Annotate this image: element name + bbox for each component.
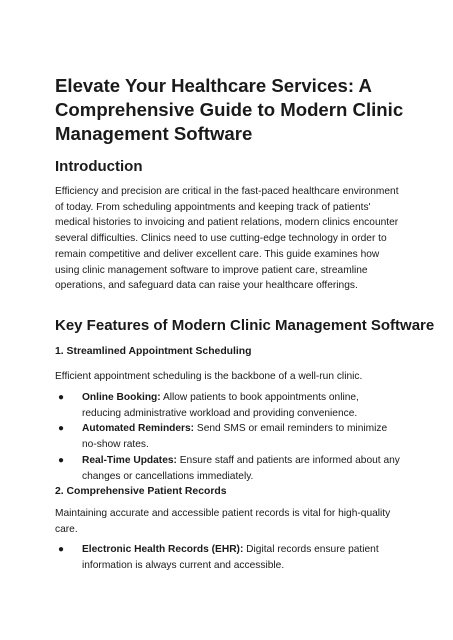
section-heading-scheduling: 1. Streamlined Appointment Scheduling: [55, 346, 252, 357]
list-item-label: Automated Reminders:: [82, 423, 195, 435]
list-item-label: Real-Time Updates:: [82, 454, 177, 466]
bullet-icon: ●: [58, 544, 65, 555]
list-item: [55, 453, 400, 484]
list-item: [55, 542, 400, 573]
section-heading-records: 2. Comprehensive Patient Records: [55, 486, 227, 497]
list-item: [55, 421, 400, 452]
list-item-label: Online Booking:: [82, 392, 161, 403]
list-item-text: Ensure staff and patients are informed about any changes or cancellations immediately.: [82, 454, 400, 482]
intro-heading: Introduction: [55, 158, 143, 175]
intro-paragraph: Efficiency and precision are critical in the fast-paced healthcare environment of today. From scheduling appointments and keeping track of patients' medical histories to invoicing and patient relations, modern clinics encounter several difficulties. Clinics need to use cutting-edge technology in order to remain competitive and deliver excellent care. This guide examines how using clinic management software to improve patient care, streamline operations, and safeguard data can raise your healthcare offerings.: [55, 186, 399, 292]
list-item-label: Electronic Health Records (EHR):: [82, 544, 244, 555]
bullet-icon: ●: [58, 423, 65, 435]
section-paragraph-scheduling: Efficient appointment scheduling is the backbone of a well-run clinic.: [55, 371, 363, 382]
document-title: Elevate Your Healthcare Services: A Comprehensive Guide to Modern Clinic Management Software: [55, 75, 404, 144]
scheduling-feature-list: [55, 390, 400, 484]
section-paragraph-records: Maintaining accurate and accessible patient records is vital for high-quality care.: [55, 508, 391, 535]
list-item-text: Send SMS or email reminders to minimize no-show rates.: [82, 423, 388, 451]
features-heading: Key Features of Modern Clinic Management Software: [55, 317, 435, 334]
list-item: [55, 390, 400, 421]
bullet-icon: ●: [58, 454, 65, 466]
records-feature-list: [55, 542, 400, 573]
list-item-text: Allow patients to book appointments online, reducing administrative workload and providing convenience.: [82, 392, 359, 419]
list-item-text: Digital records ensure patient information is always current and accessible.: [82, 544, 379, 571]
bullet-icon: ●: [58, 392, 65, 403]
